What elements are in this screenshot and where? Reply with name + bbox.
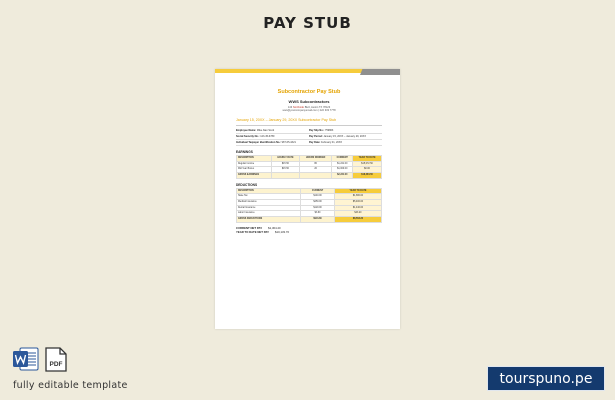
- table-row: Regular Income $15.50 80 $1,221.00 $15,072.50: [237, 161, 382, 167]
- document-title: Subcontractor Pay Stub: [277, 89, 341, 95]
- employee-info: [236, 128, 382, 146]
- info-field: Pay Period: January 15, 20XX – January 29, 20XX: [309, 134, 382, 140]
- info-field: Pay Date: February 01, 20XX: [309, 140, 382, 146]
- earnings-table: [236, 155, 382, 179]
- company-address: 143 Northside Blvd, Austin TX 78123 wws@yourcompanyemail.com | 222 333 7778: [282, 105, 336, 113]
- brand-logo[interactable]: tourspuno.pe: [487, 366, 605, 391]
- earnings-title: EARNINGS: [236, 150, 253, 155]
- table-total-row: GROSS EARNINGS $2,221.00 $18,484.50: [237, 173, 382, 179]
- pdf-icon[interactable]: [45, 347, 67, 372]
- page-title: PAY STUB: [263, 14, 352, 32]
- table-total-row: GROSS DEDUCTIONS $916.80 $8,563.20: [237, 216, 382, 222]
- ytd-net-pay: YEAR TO DATE NET PAY $10,133.70: [236, 230, 289, 235]
- word-icon[interactable]: [13, 347, 39, 371]
- document-header-bar: [215, 69, 400, 75]
- table-header-row: DESCRIPTION HOURLY RATE HOURS WORKED CURRENT YEAR TO DATE: [237, 156, 382, 162]
- info-field: Individual Taxpayer Identification No.: 987-65-4321: [236, 140, 309, 146]
- info-field: Social Security No.: 123-45-6789: [236, 134, 309, 140]
- format-icons: [13, 347, 73, 373]
- table-row: Medical Insurance $450.00 $5,400.00: [237, 200, 382, 206]
- info-field: Employee Name: Mike Alan Scott: [236, 128, 309, 134]
- table-row: State Tax $140.00 $1,680.00: [237, 194, 382, 200]
- info-field: Pay Slip No.: 759863: [309, 128, 382, 134]
- deductions-table: [236, 188, 382, 223]
- pdf-label: PDF: [49, 361, 63, 368]
- table-row: Dental Insurance $120.00 $1,440.00: [237, 205, 382, 211]
- table-row: Mid Year Bonus $15.50 20 $1,000.00 $0.00: [237, 167, 382, 173]
- pay-period-heading: January 15, 20XX – January 29, 20XX Subcontractor Pay Stub: [236, 118, 382, 125]
- deductions-title: DEDUCTIONS: [236, 182, 258, 187]
- current-net-pay: CURRENT NET PAY $1,304.20: [236, 225, 281, 230]
- editable-template-caption: fully editable template: [13, 380, 128, 391]
- table-header-row: DESCRIPTION CURRENT YEAR TO DATE: [237, 188, 382, 194]
- company-name: WWS Subcontractors: [288, 98, 330, 104]
- pay-stub-preview[interactable]: [215, 69, 400, 329]
- table-row: Labor Insurance $3.60 $43.20: [237, 211, 382, 217]
